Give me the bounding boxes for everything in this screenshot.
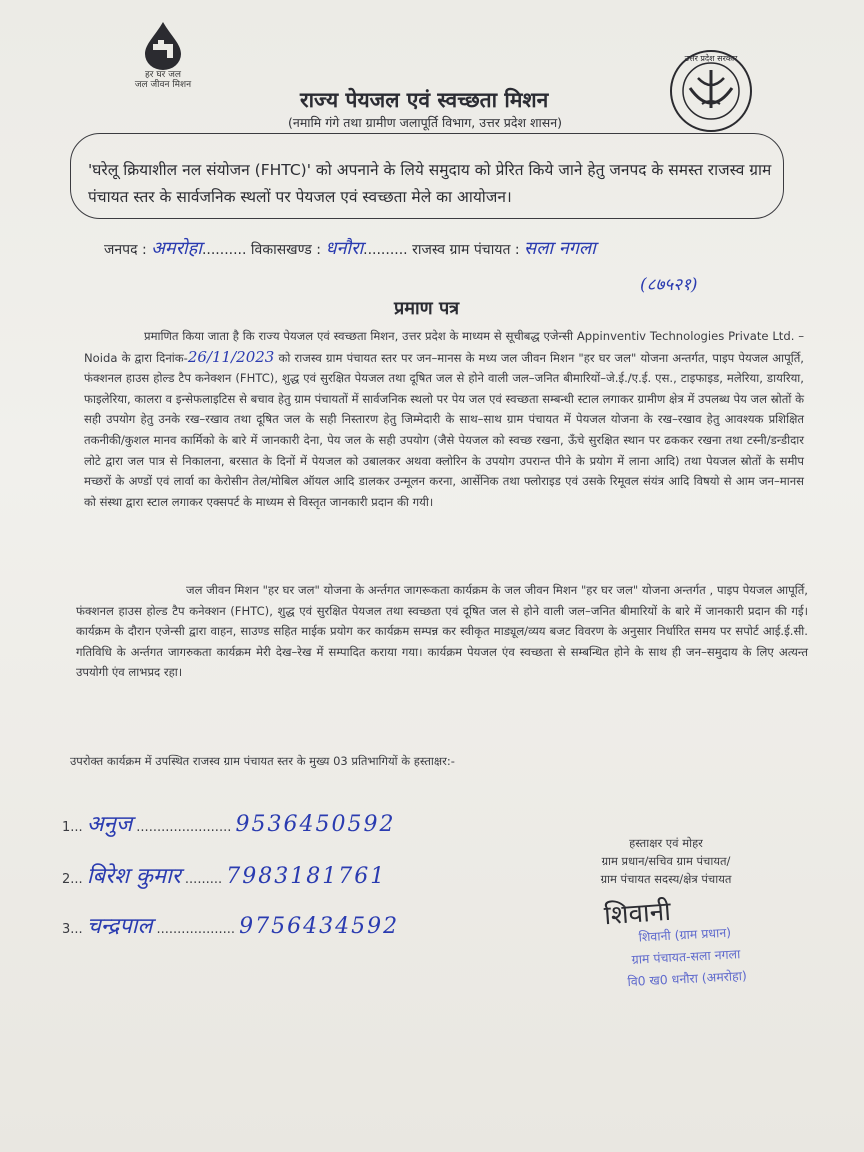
participant-row: 1... अनुज ....................... 9536450592 (62, 812, 396, 837)
certificate-title: प्रमाण पत्र (394, 298, 460, 319)
signature-caption (566, 834, 766, 888)
dots: ................... (156, 922, 236, 937)
participant-name: अनुज (86, 812, 133, 837)
dots: .......... (363, 242, 408, 258)
participant-number: 3 (62, 922, 71, 937)
dots: ......... (184, 872, 223, 887)
panchayat-code: (८७५२१) (640, 275, 698, 295)
har-ghar-jal-logo (118, 20, 208, 90)
participant-phone: 9536450592 (235, 812, 396, 837)
district-value: अमरोहा (151, 238, 202, 259)
signature-caption-line: ग्राम पंचायत सदस्य/क्षेत्र पंचायत (600, 872, 732, 886)
dots: .......... (201, 242, 247, 258)
stamp-line: शिवानी (ग्राम प्रधान) (638, 924, 732, 945)
participant-number: 1 (62, 820, 71, 835)
page-title: राज्य पेयजल एवं स्वच्छता मिशन (300, 88, 549, 112)
participant-row: 3... चन्द्रपाल ................... 9756434592 (62, 914, 400, 939)
water-drop-icon (141, 20, 185, 70)
signature-caption-line: ग्राम प्रधान/सचिव ग्राम पंचायत/ (601, 854, 731, 868)
block-value: धनौरा (325, 238, 364, 259)
paragraph-1-rest: को राजस्व ग्राम पंचायत स्तर पर जन–मानस के मध्य जल जीवन मिशन "हर घर जल" योजना अन्तर्गत, पाइप पेयजल आपूर्ति, फंक्शनल हाउस होल्ड टैप कनेक्शन (FHTC), शुद्ध एवं सुरक्षित पेयजल तथा दूषित जल से होने वाली जल–जनित बीमारियों–जे.ई./ए.ई. एस., टाइफाइड, मलेरिया, डायरिया, फाइलेरिया, कालरा व इन्सेफलाइटिस से बचाव हेतु ग्राम पंचायतों में सार्वजनिक स्थलो पर पेय जल एवं स्वच्छता सम्बन्धी स्टाल लगाकर ग्रामीण क्षेत्र में उपलब्ध पेय जल स्रोतों के सही उपयोग हेतु उनके रख–रखाव तथा दूषित जल के सही निस्तारण हेतु जिम्मेदारी के साथ–साथ ग्राम पंचायत में पेयजल योजना के रख–रखाव हेतु आवश्यक प्रशिक्षित तकनीकी/कुशल मानव कार्मिको के बारे में जानकारी देना, पेय जल के सही उपयोग (जैसे पेयजल को स्वच्छ रखना, ऊँचे सुरक्षित स्थान पर ढककर रखना तथा टस्नी/डन्डीदार लोटे द्वारा जल पात्र से निकालना, बरसात के दिनों में पेयजल को उबालकर अथवा क्लोरिन के उपयोग उपरान्त पीने के प्रयोग में लाना आदि) तथा पेयजल स्रोतों के समीप मच्छरों के अण्डों एवं लार्वा का केरोसीन तेल/मोबिल ऑयल आदि डालकर उन्मूलन करना, आर्सेनिक तथा फ्लोराइड एवं उसके रिमूवल संयंत्र आदि विषयो से आम जन–मानस को संस्था द्वारा स्टाल लगाकर एक्सपर्ट के माध्यम से विस्तृत जानकारी प्रदान की गयी। (84, 350, 804, 509)
district-label: जनपद : (104, 242, 147, 258)
participant-phone: 7983181761 (226, 864, 387, 889)
participants-intro: उपरोक्त कार्यक्रम में उपस्थित राजस्व ग्राम पंचायत स्तर के मुख्य 03 प्रतिभागियों के हस्ताक्षर:- (70, 754, 455, 768)
participant-row: 2... बिरेश कुमार ......... 7983181761 (62, 864, 387, 889)
paragraph-1 (84, 326, 804, 512)
stamp-line: ग्राम पंचायत-सला नगला (631, 946, 741, 967)
official-stamp (594, 919, 777, 994)
event-date: 26/11/2023 (187, 347, 275, 366)
banner-text: 'घरेलू क्रियाशील नल संयोजन (FHTC)' को अपनाने के लिये समुदाय को प्रेरित किये जाने हेतु जनपद के समस्त राजस्व ग्राम पंचायत स्तर के सार्वजनिक स्थलों पर पेयजल एवं स्वच्छता मेले का आयोजन। (88, 161, 772, 206)
pradhan-signature: शिवानी (603, 896, 672, 932)
paragraph-1-start: प्रमाणित किया जाता है कि राज्य पेयजल एवं स्वच्छता मिशन, उत्तर प्रदेश के माध्यम से सूचीबद्ध एजेन्सी Appinventiv Technologies Private Ltd. – Noida के द्वारा दिनांक- (84, 329, 804, 365)
emblem-text: उत्तर प्रदेश सरकार (684, 54, 738, 63)
signature-caption-line: हस्ताक्षर एवं मोहर (629, 836, 703, 850)
participant-name: बिरेश कुमार (86, 864, 181, 889)
panchayat-label: राजस्व ग्राम पंचायत : (412, 242, 520, 258)
emblem-icon (668, 48, 754, 134)
paragraph-2: जल जीवन मिशन "हर घर जल" योजना के अर्न्तगत जागरूकता कार्यक्रम के जल जीवन मिशन "हर घर जल" योजना अन्तर्गत , पाइप पेयजल आपूर्ति, फंक्शनल हाउस होल्ड टैप कनेक्शन (FHTC), शुद्ध एवं सुरक्षित पेयजल तथा स्वच्छता एवं दूषित जल से होने वाली जल–जनित बीमारियों के बारे में जानकारी प्रदान की गई। कार्यक्रम के दौरान एजेन्सी द्वारा वाहन, साउण्ड सहित माईक प्रयोग कर कार्यक्रम सम्पन्न कर स्वीकृत माड्यूल/व्यय बजट विवरण के अनुसार निर्धारित समय पर सपोर्ट आई.ई.सी. गतिविधि के अर्न्तगत जागरुकता कार्यक्रम मेरी देख–रेख में सम्पादित कराया गया। कार्यक्रम पेयजल एंव स्वच्छता से सम्बन्धित होने के साथ ही जन–समुदाय के लिए अत्यन्त उपयोगी एंव लाभप्रद रहा। (76, 583, 808, 680)
location-fields (104, 236, 596, 260)
panchayat-value: सला नगला (524, 238, 596, 259)
participant-phone: 9756434592 (239, 914, 400, 939)
logo-line-1: हर घर जल (145, 70, 181, 80)
logo-line-2: जल जीवन मिशन (134, 80, 192, 90)
block-label: विकासखण्ड : (250, 242, 321, 258)
participant-name: चन्द्रपाल (86, 914, 153, 939)
dots: ....................... (136, 820, 232, 835)
page-subtitle: (नमामि गंगे तथा ग्रामीण जलापूर्ति विभाग, उत्तर प्रदेश शासन) (288, 115, 563, 130)
stamp-line: वि0 ख0 धनौरा (अमरोहा) (627, 967, 748, 990)
up-government-emblem (668, 48, 754, 134)
participant-number: 2 (62, 872, 71, 887)
